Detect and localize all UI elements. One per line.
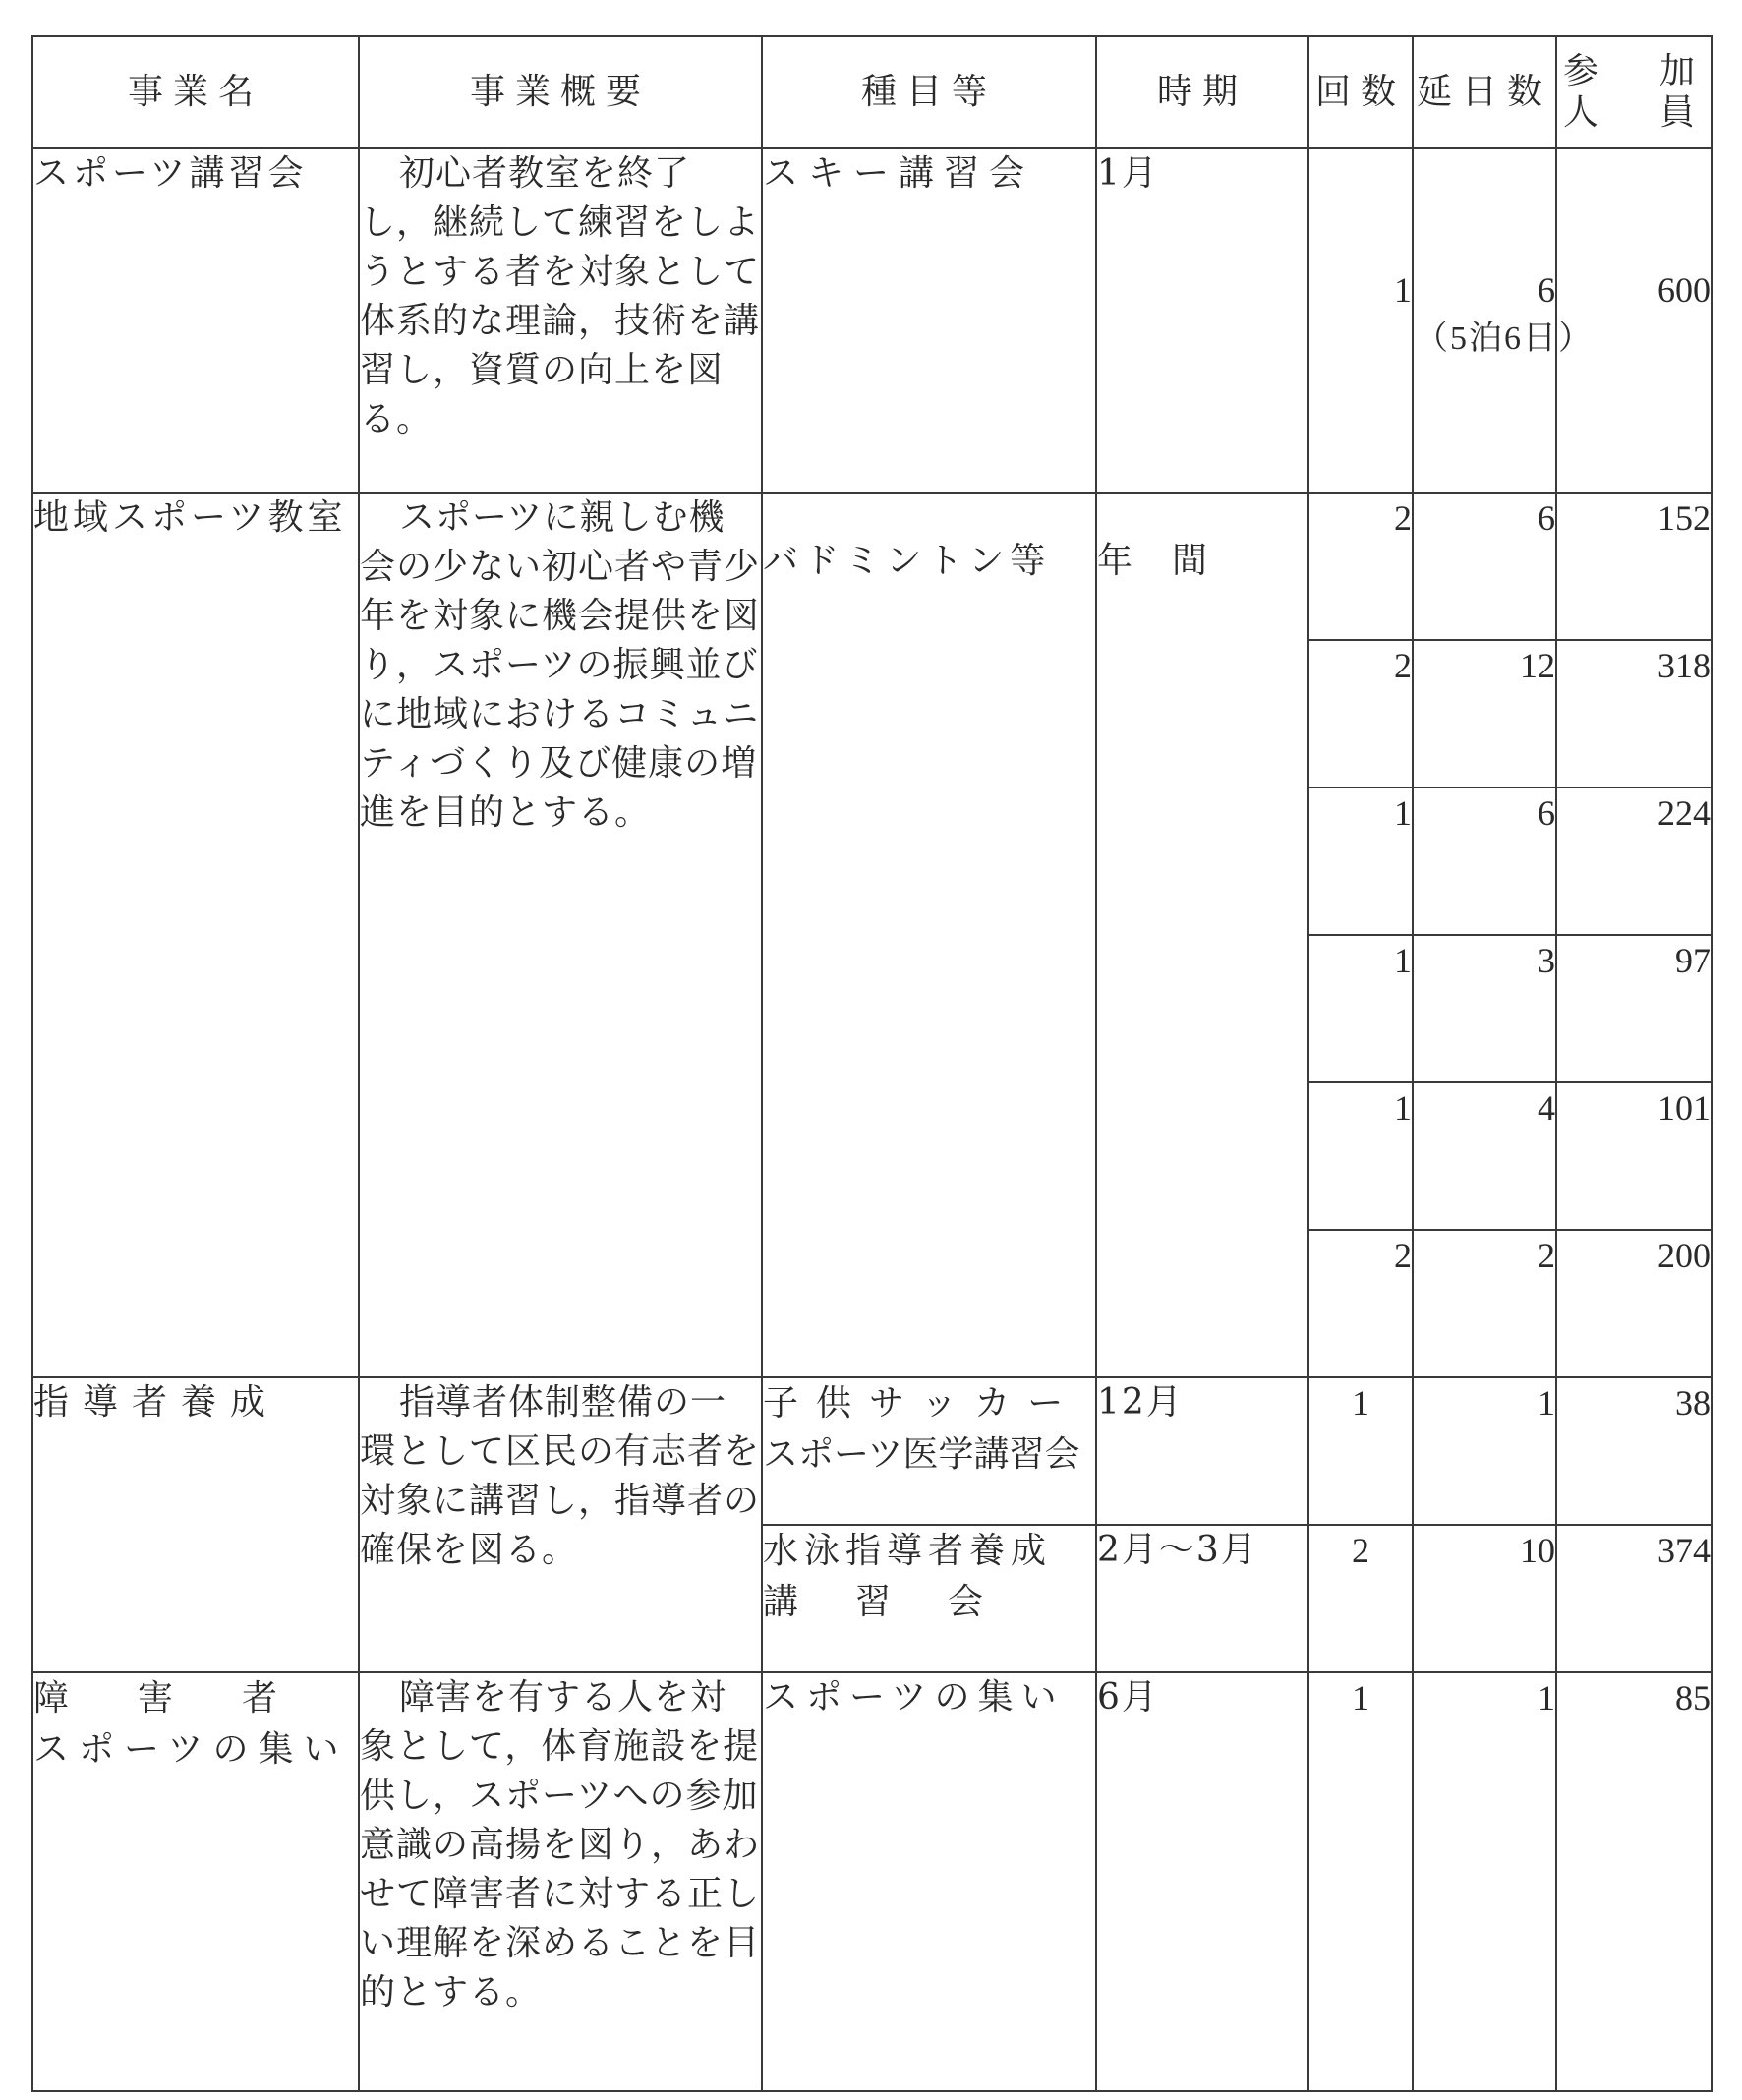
row2-sub4-participants: 97 (1556, 935, 1712, 1082)
table-row (32, 148, 1712, 493)
header-summary: 事業概要 (359, 36, 762, 148)
row2-sub1-days: 6 (1413, 493, 1556, 640)
row4-name-line1: 障害者 (33, 1678, 347, 1719)
row1-type: スキー講習会 (762, 148, 1096, 493)
row2-name: 地域スポーツ教室 (32, 493, 359, 1377)
header-participants-1b: 加 (1658, 51, 1705, 91)
row2-sub1-participants: 152 (1556, 493, 1712, 640)
row4-count: 1 (1308, 1672, 1413, 2091)
row3-sub2-period: 2月～3月 (1096, 1525, 1308, 1672)
row2-sub6-days: 2 (1413, 1230, 1556, 1377)
row3-name: 指導者養成 (32, 1377, 359, 1672)
row1-name: スポーツ講習会 (32, 148, 359, 493)
row2-sub2-participants: 318 (1556, 640, 1712, 788)
header-participants-2b: 員 (1658, 92, 1705, 133)
row4-period: 6月 (1096, 1672, 1308, 2091)
row1-days-value: 6 (1538, 270, 1555, 310)
row2-sub2-count: 2 (1308, 640, 1413, 788)
row3-sub1-type-line1: 子供サッカー (763, 1383, 1081, 1424)
row4-participants: 85 (1556, 1672, 1712, 2091)
row1-summary: 初心者教室を終了し，継続して練習をしようとする者を対象として体系的な理論，技術を講習し，資質の向上を図る。 (359, 148, 762, 493)
row2-summary: スポーツに親しむ機会の少ない初心者や青少年を対象に機会提供を図り，スポーツの振興並びに地域におけるコミュニティづくり及び健康の増進を目的とする。 (359, 493, 762, 1377)
row3-sub2-participants: 374 (1556, 1525, 1712, 1672)
header-participants-1a: 参 (1563, 51, 1609, 91)
header-count: 回数 (1308, 36, 1413, 148)
row1-days-note: （5泊6日） (1415, 321, 1594, 357)
row2-sub5-participants: 101 (1556, 1082, 1712, 1230)
row3-sub2-type (762, 1525, 1096, 1672)
row2-sub6-count: 2 (1308, 1230, 1413, 1377)
row3-sub1-type (762, 1377, 1096, 1525)
row4-summary: 障害を有する人を対象として，体育施設を提供し，スポーツへの参加意識の高揚を図り，あわせて障害者に対する正しい理解を深めることを目的とする。 (359, 1672, 762, 2091)
row4-days: 1 (1413, 1672, 1556, 2091)
row2-sub4-count: 1 (1308, 935, 1413, 1082)
row2-sub3-count: 1 (1308, 788, 1413, 935)
row2-sub1-count: 2 (1308, 493, 1413, 640)
table-row (32, 1672, 1712, 2091)
header-period: 時期 (1096, 36, 1308, 148)
header-type: 種目等 (762, 36, 1096, 148)
row4-name-line2: スポーツの集い (33, 1729, 349, 1770)
row2-sub3-days: 6 (1413, 788, 1556, 935)
row3-sub1-days: 1 (1413, 1377, 1556, 1525)
row4-type: スポーツの集い (762, 1672, 1096, 2091)
row2-sub4-days: 3 (1413, 935, 1556, 1082)
row3-sub2-type-line2: 講習会 (763, 1582, 1041, 1622)
header-days: 延日数 (1413, 36, 1556, 148)
row2-sub2-days: 12 (1413, 640, 1556, 788)
row3-summary: 指導者体制整備の一環として区民の有志者を対象に講習し，指導者の確保を図る。 (359, 1377, 762, 1672)
sports-programs-table (31, 35, 1713, 2092)
header-name: 事業名 (32, 36, 359, 148)
row3-sub1-type-line2: スポーツ医学講習会 (763, 1434, 1080, 1475)
row2-sub6-participants: 200 (1556, 1230, 1712, 1377)
row1-days (1413, 148, 1594, 493)
row3-sub2-type-line1: 水泳指導者養成 (763, 1531, 1053, 1571)
table-row (32, 493, 1712, 640)
table-row (32, 1377, 1712, 1525)
row2-sub5-count: 1 (1308, 1082, 1413, 1230)
row3-sub1-count: 1 (1308, 1377, 1413, 1525)
header-row (32, 36, 1712, 148)
row3-sub2-days: 10 (1413, 1525, 1556, 1672)
row3-sub1-period: 12月 (1096, 1377, 1308, 1525)
row3-sub1-participants: 38 (1556, 1377, 1712, 1525)
header-participants-2a: 人 (1563, 92, 1609, 133)
row1-participants: 600 (1556, 148, 1712, 493)
row2-sub3-participants: 224 (1556, 788, 1712, 935)
row2-type: バドミントン等 (762, 493, 1096, 1377)
header-participants (1556, 36, 1712, 148)
row2-sub5-days: 4 (1413, 1082, 1556, 1230)
row4-name (32, 1672, 359, 2091)
row2-period: 年 間 (1096, 493, 1308, 1377)
row3-sub2-count: 2 (1308, 1525, 1413, 1672)
row1-period: 1月 (1096, 148, 1308, 493)
row1-count: 1 (1308, 148, 1413, 493)
